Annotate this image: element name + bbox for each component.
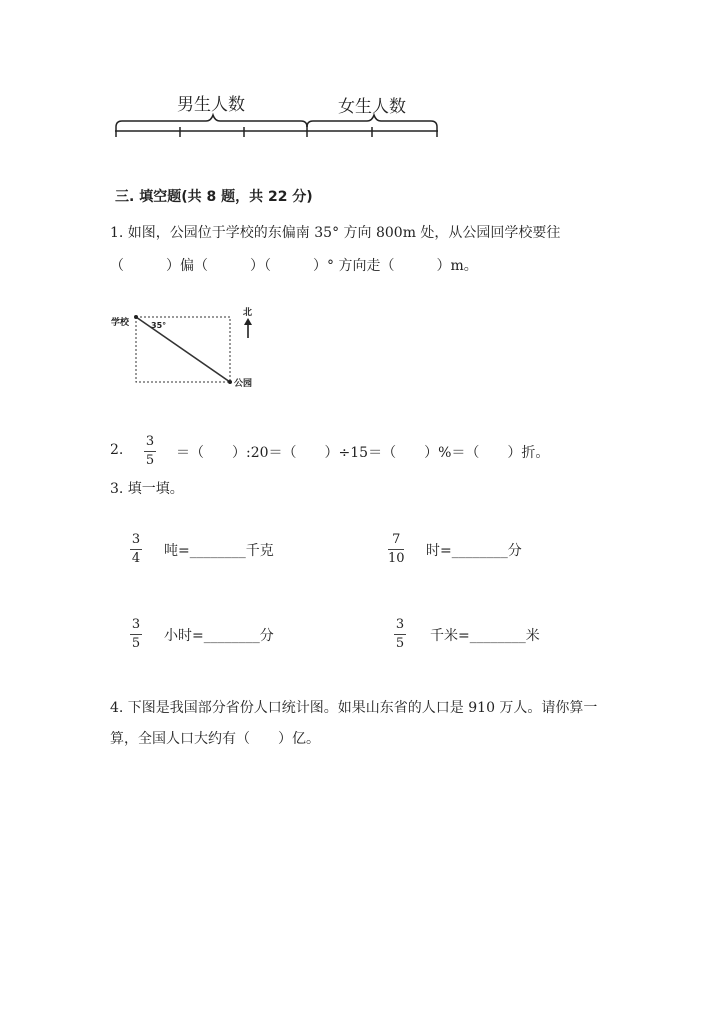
q3-title: 3. 填一填。	[110, 481, 184, 497]
q1-text-line2: （ ）偏（ ）（ ）° 方向走（ ）m。	[110, 258, 478, 274]
q3-item-2-fraction	[388, 533, 405, 566]
fraction-numerator: 3	[131, 532, 141, 547]
fraction-denominator: 4	[131, 551, 141, 566]
fraction-denominator: 5	[131, 636, 141, 651]
direction-map	[108, 302, 268, 394]
fraction-denominator: 5	[395, 636, 405, 651]
angle-label: 35°	[151, 321, 167, 330]
segment-diagram	[105, 85, 450, 150]
fraction-numerator: 3	[131, 617, 141, 632]
q3-item-3-text: 小时=________分	[164, 628, 274, 644]
park-label: 公园	[234, 379, 253, 389]
section-title: 三. 填空题(共 8 题，共 22 分)	[115, 189, 313, 205]
fraction-bar	[144, 451, 156, 452]
q2-equation: ＝（ ）:20＝（ ）÷15＝（ ）%＝（ ）折。	[176, 445, 550, 461]
school-label: 学校	[111, 318, 130, 328]
fraction-numerator: 3	[145, 434, 155, 449]
fraction-denominator: 5	[145, 453, 155, 468]
fraction-bar	[130, 634, 142, 635]
park-point	[228, 380, 232, 384]
fraction-denominator: 10	[388, 551, 405, 566]
girls-count-label: 女生人数	[338, 97, 406, 117]
north-arrow-icon	[244, 318, 252, 325]
q1-text-line1: 1. 如图，公园位于学校的东偏南 35° 方向 800m 处，从公园回学校要往	[110, 225, 561, 241]
fraction-bar	[130, 549, 142, 550]
q3-item-4-text: 千米=________米	[430, 628, 540, 644]
q3-item-1-fraction	[130, 533, 142, 566]
boys-count-label: 男生人数	[177, 95, 245, 115]
q3-item-3-fraction	[130, 618, 142, 651]
school-point	[134, 315, 138, 319]
q4-text-line2: 算，全国人口大约有（ ）亿。	[110, 731, 320, 747]
fraction-bar	[394, 634, 406, 635]
q4-text-line1: 4. 下图是我国部分省份人口统计图。如果山东省的人口是 910 万人。请你算一	[110, 700, 598, 716]
q3-item-2-text: 时=________分	[426, 543, 522, 559]
fraction-numerator: 7	[392, 532, 401, 547]
fraction-bar	[388, 549, 404, 550]
north-label: 北	[243, 308, 253, 318]
q2-fraction	[144, 435, 156, 468]
fraction-numerator: 3	[395, 617, 405, 632]
q3-item-1-text: 吨=________千克	[164, 543, 274, 559]
q3-item-4-fraction	[394, 618, 406, 651]
q2-number: 2.	[110, 442, 124, 458]
boys-brace	[116, 115, 307, 127]
